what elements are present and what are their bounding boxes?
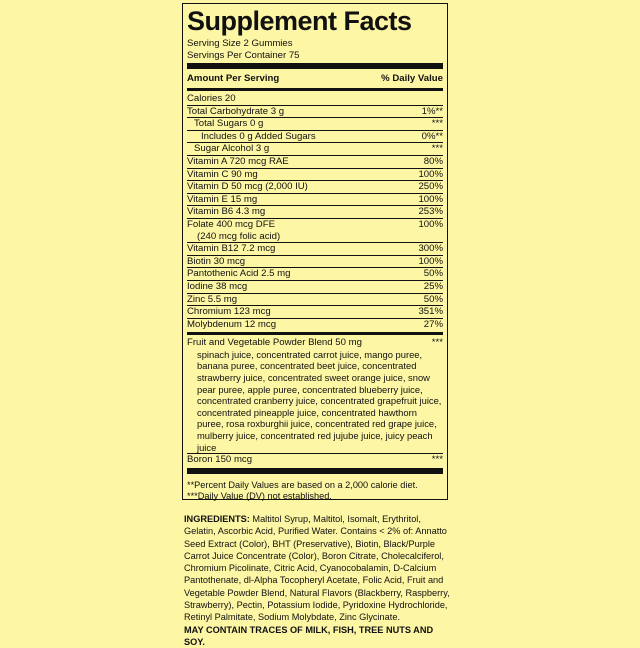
nutrient-row-vitamin-d: Vitamin D 50 mcg (2,000 IU) 250% <box>187 181 443 193</box>
ingredients-text: Maltitol Syrup, Maltitol, Isomalt, Erythritol, Gelatin, Ascorbic Acid, Purified Water. Contains < 2% of: Annatto Seed Extract (Color), BHT (Preservative), Biotin, Black/Purple Carrot Juice Concentrate (Color), Boron Citrate, Cholecalciferol, Chromium Picolinate, Citric Acid, Cyanocobalamin, D-Calcium Pantothenate, dl-Alpha Tocopheryl Acetate, Folic Acid, Fruit and Vegetable Powder Blend, Natural Flavors (Blackberry, Raspberry, Strawberry), Pectin, Potassium Iodide, Pyridoxine Hydrochloride, Retinyl Palmitate, Sodium Molybdate, Zinc Glycinate. <box>184 514 450 623</box>
nutrient-row-calories: Calories 20 <box>187 93 236 104</box>
folate-subtext: (240 mcg folic acid) <box>197 230 281 242</box>
serving-size: Serving Size 2 Gummies <box>187 38 293 49</box>
nutrient-row-biotin: Biotin 30 mcg 100% <box>187 255 443 267</box>
folate-label: Folate 400 mcg DFE <box>187 218 275 230</box>
nutrient-row-vitamin-b6: Vitamin B6 4.3 mg 253% <box>187 206 443 218</box>
nutrient-row-boron: Boron 150 mcg *** <box>187 454 443 466</box>
nutrient-row-added-sugars: Includes 0 g Added Sugars 0%** <box>187 130 443 143</box>
footnotes <box>187 477 443 502</box>
ingredients-label: INGREDIENTS: <box>184 514 250 524</box>
nutrient-row-pantothenic-acid: Pantothenic Acid 2.5 mg 50% <box>187 268 443 280</box>
allergen-warning: MAY CONTAIN TRACES OF MILK, FISH, TREE NUTS AND SOY. <box>184 624 434 647</box>
nutrient-row-total-sugars: Total Sugars 0 g *** <box>187 117 443 130</box>
ingredients-block <box>184 513 454 648</box>
nutrient-row-molybdenum: Molybdenum 12 mcg 27% <box>187 318 443 330</box>
nutrient-row-vitamin-e: Vitamin E 15 mg 100% <box>187 193 443 205</box>
thick-divider <box>187 63 443 69</box>
nutrient-row-vitamin-c: Vitamin C 90 mg 100% <box>187 168 443 180</box>
nutrient-row-vitamin-b12: Vitamin B12 7.2 mcg 300% <box>187 243 443 255</box>
medium-divider <box>187 88 443 91</box>
medium-divider <box>187 332 443 335</box>
nutrient-row-vitamin-a: Vitamin A 720 mcg RAE 80% <box>187 155 443 167</box>
nutrient-row-folate: Folate 400 mcg DFE (240 mcg folic acid) 100% <box>187 218 443 242</box>
footnote-percent-dv: **Percent Daily Values are based on a 2,000 calorie diet. <box>187 479 418 490</box>
nutrient-row-iodine: Iodine 38 mcg 25% <box>187 280 443 292</box>
blend-dv: *** <box>431 337 443 349</box>
supplement-facts-panel <box>182 3 448 500</box>
thick-divider <box>187 468 443 474</box>
column-header <box>187 72 443 86</box>
nutrient-row-sugar-alcohol: Sugar Alcohol 3 g *** <box>187 142 443 155</box>
blend-name: Fruit and Vegetable Powder Blend 50 mg <box>187 337 362 349</box>
nutrient-row-zinc: Zinc 5.5 mg 50% <box>187 293 443 305</box>
servings-per-container: Servings Per Container 75 <box>187 49 300 61</box>
blend-row <box>187 337 443 349</box>
nutrient-row-chromium: Chromium 123 mcg 351% <box>187 306 443 318</box>
footnote-dv-not-established: ***Daily Value (DV) not established. <box>187 491 332 502</box>
panel-title: Supplement Facts <box>187 6 412 36</box>
amount-header: Amount Per Serving <box>187 73 280 84</box>
nutrient-row-carbohydrate: Total Carbohydrate 3 g 1%** <box>187 105 443 117</box>
blend-contents: spinach juice, concentrated carrot juice, mango puree, banana puree, concentrated beet juice, concentrated strawberry juice, concentrated sweet orange juice, snow pear puree, apple puree, concentrated blueberry juice, concentrated cranberry juice, concentrated grapefruit juice, concentrated pineapple juice, concentrated hawthorn puree, rosa roxburghii juice, concentrated red grape juice, mulberry juice, concentrated red jujube juice, juicy peach juice <box>197 348 442 453</box>
dv-header: % Daily Value <box>381 73 443 84</box>
